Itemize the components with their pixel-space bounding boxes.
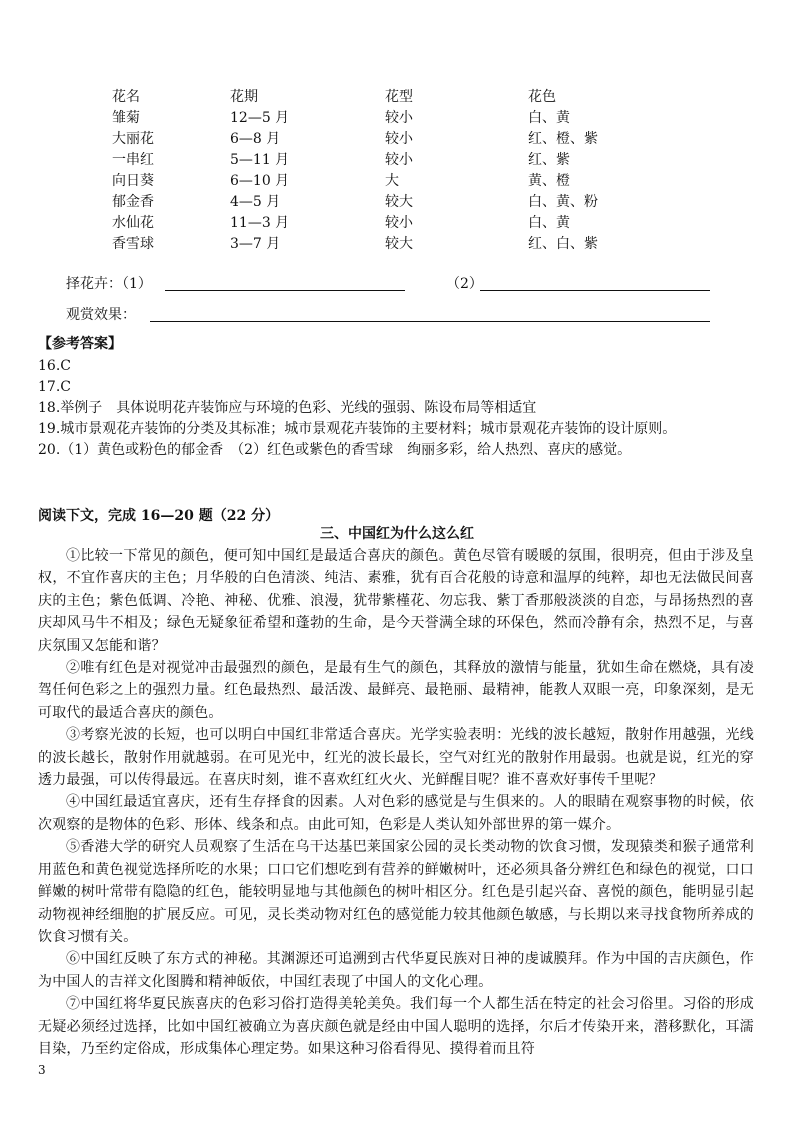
table-cell: 较小 (385, 152, 413, 168)
answer-item: 19.城市景观花卉装饰的分类及其标准；城市景观花卉装饰的主要材料；城市景观花卉装饰的设计原则。 (38, 421, 677, 437)
reading-instruction: 阅读下文，完成 16—20 题（22 分） (38, 508, 280, 524)
table-row (0, 150, 794, 171)
table-row (0, 108, 794, 129)
table-cell: 4—5 月 (230, 194, 281, 210)
table-row (0, 234, 794, 255)
choose-flower-label: 择花卉：（1） (66, 276, 152, 292)
table-cell: 香雪球 (112, 236, 154, 252)
table-cell: 郁金香 (112, 194, 154, 210)
page-number: 3 (38, 1063, 46, 1077)
table-cell: 大丽花 (112, 131, 154, 147)
answer-item: 17.C (38, 379, 71, 395)
table-row (0, 129, 794, 150)
table-cell: 黄、橙 (528, 173, 570, 189)
table-header-cell: 花色 (528, 89, 556, 105)
table-cell: 6—10 月 (230, 173, 290, 189)
table-cell: 向日葵 (112, 173, 154, 189)
table-cell: 较小 (385, 215, 413, 231)
viewing-effect-label: 观赏效果： (66, 307, 136, 323)
answer-item: 16.C (38, 358, 71, 374)
table-row (0, 171, 794, 192)
table-header-cell: 花名 (112, 89, 140, 105)
table-cell: 6—8 月 (230, 131, 281, 147)
table-cell: 5—11 月 (230, 152, 290, 168)
answer-item: 20.（1）黄色或粉色的郁金香 （2）红色或紫色的香雪球 绚丽多彩，给人热烈、喜庆的感觉。 (38, 442, 632, 458)
paragraph: ④中国红最适宜喜庆，还有生存择食的因素。人对色彩的感觉是与生俱来的。人的眼睛在观察事物的时候，依次观察的是物体的色彩、形体、线条和点。由此可知，色彩是人类认知外部世界的第一媒介。 (38, 794, 754, 833)
table-cell: 一串红 (112, 152, 154, 168)
table-cell: 12—5 月 (230, 110, 290, 126)
answer-blank-2[interactable] (480, 290, 710, 291)
table-cell: 水仙花 (112, 215, 154, 231)
choose-flower-label-2: （2） (446, 276, 483, 292)
table-cell: 较大 (385, 194, 413, 210)
paragraph: ⑤香港大学的研究人员观察了生活在乌干达基巴莱国家公园的灵长类动物的饮食习惯，发现猿类和猴子通常利用蓝色和黄色视觉选择所吃的水果；口口它们想吃到有营养的鲜嫩树叶，还必须具备分辨红色和绿色的视觉，口口鲜嫩的树叶常带有隐隐的红色，能较明显地与其他颜色的树叶相区分。红色是引起兴奋、喜悦的颜色，能明显引起动物视神经细胞的扩展反应。可见，灵长类动物对红色的感觉能力较其他颜色敏感，与长期以来寻找食物所养成的饮食习惯有关。 (38, 839, 754, 945)
answer-blank-effect[interactable] (150, 321, 710, 322)
paragraph: ①比较一下常见的颜色，便可知中国红是最适合喜庆的颜色。黄色尽管有暖暖的氛围，很明亮，但由于涉及皇权，不宜作喜庆的主色；月华般的白色清淡、纯洁、素雅，犹有百合花般的诗意和温厚的纯粹，却也无法做民间喜庆的主色；紫色低调、冷艳、神秘、优雅、浪漫，犹带紫槿花、勿忘我、紫丁香那般淡淡的自恋，与昂扬热烈的喜庆却风马牛不相及；绿色无疑象征希望和蓬勃的生命，是今天誉满全球的环保色，然而冷静有余，热烈不足，与喜庆氛围又怎能和谐？ (38, 548, 754, 654)
table-cell: 白、黄、粉 (528, 194, 598, 210)
table-cell: 较小 (385, 110, 413, 126)
table-row (0, 213, 794, 234)
table-header-row (0, 87, 794, 108)
paragraph: ③考察光波的长短，也可以明白中国红非常适合喜庆。光学实验表明：光线的波长越短，散射作用越强，光线的波长越长，散射作用就越弱。在可见光中，红光的波长最长，空气对红光的散射作用最弱。也就是说，红光的穿透力最强，可以传得最远。在喜庆时刻，谁不喜欢红红火火、光鲜醒目呢？谁不喜欢好事传千里呢？ (38, 727, 754, 789)
article-body (38, 545, 754, 1060)
table-cell: 红、白、紫 (528, 236, 598, 252)
answer-blank-1[interactable] (165, 290, 405, 291)
paragraph: ⑥中国红反映了东方式的神秘。其渊源还可追溯到古代华夏民族对日神的虔诚膜拜。作为中国的吉庆颜色，作为中国人的吉祥文化图腾和精神皈依，中国红表现了中国人的文化心理。 (38, 951, 754, 990)
table-cell: 较小 (385, 131, 413, 147)
table-cell: 雏菊 (112, 110, 140, 126)
table-cell: 3—7 月 (230, 236, 281, 252)
table-cell: 白、黄 (528, 110, 570, 126)
answer-item: 18.举例子 具体说明花卉装饰应与环境的色彩、光线的强弱、陈设布局等相适宜 (38, 400, 537, 416)
article-title: 三、中国红为什么这么红 (320, 526, 474, 542)
table-cell: 红、橙、紫 (528, 131, 598, 147)
table-header-cell: 花期 (230, 89, 258, 105)
paragraph: ②唯有红色是对视觉冲击最强烈的颜色，是最有生气的颜色，其释放的激情与能量，犹如生命在燃烧，具有凌驾任何色彩之上的强烈力量。红色最热烈、最活泼、最鲜亮、最艳丽、最精神，能教人双眼一亮，印象深刻，是无可取代的最适合喜庆的颜色。 (38, 660, 754, 721)
table-header-cell: 花型 (385, 89, 413, 105)
answers-heading: 【参考答案】 (38, 336, 122, 352)
table-cell: 大 (385, 173, 399, 189)
table-cell: 较大 (385, 236, 413, 252)
table-cell: 白、黄 (528, 215, 570, 231)
table-cell: 11—3 月 (230, 215, 290, 231)
table-row (0, 192, 794, 213)
paragraph: ⑦中国红将华夏民族喜庆的色彩习俗打造得美轮美奂。我们每一个人都生活在特定的社会习俗里。习俗的形成无疑必须经过选择，比如中国红被确立为喜庆颜色就是经由中国人聪明的选择，尔后才传染开来，潜移默化，耳濡目染，乃至约定俗成，形成集体心理定势。如果这种习俗看得见、摸得着而且符 (38, 996, 754, 1057)
table-cell: 红、紫 (528, 152, 570, 168)
